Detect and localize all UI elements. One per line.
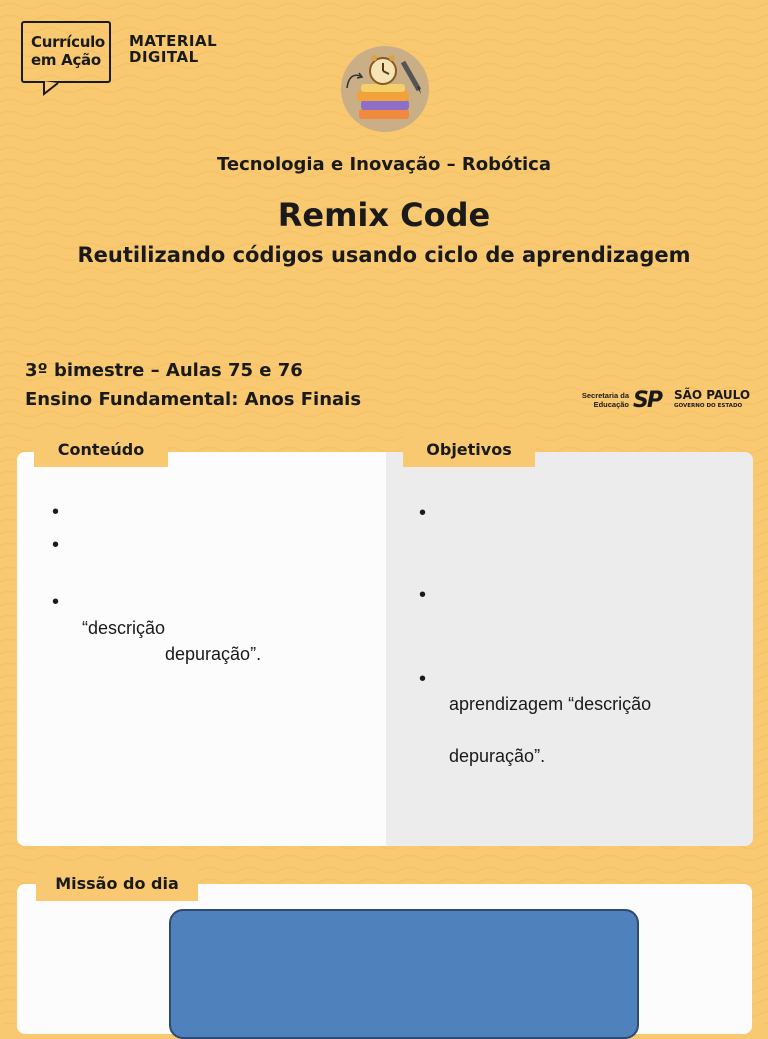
objetivos-text: aprendizagem “descrição — [449, 694, 652, 714]
missao-tab-label: Missão do dia — [36, 867, 198, 901]
objetivos-text: depuração”. — [449, 746, 546, 766]
logo-text-line1: Currículo — [31, 33, 105, 51]
objetivos-bullet: • — [419, 584, 427, 606]
objetivos-bullet: • — [419, 502, 427, 524]
subject-heading: Tecnologia e Inovação – Robótica — [217, 154, 551, 175]
material-digital-logo: MATERIAL DIGITAL — [129, 32, 218, 66]
logo-text-line2: em Ação — [31, 51, 101, 69]
conteudo-bullet: • — [52, 591, 60, 613]
page-title: Remix Code — [277, 196, 491, 234]
conteudo-text: “descrição — [82, 618, 166, 638]
school-level: Ensino Fundamental: Anos Finais — [25, 389, 362, 410]
speech-bubble-tail — [42, 81, 72, 97]
conteudo-bullet: • — [52, 534, 60, 556]
objetivos-panel — [386, 452, 753, 846]
objetivos-bullet: • — [419, 668, 427, 690]
term-info: 3º bimestre – Aulas 75 e 76 — [25, 360, 303, 381]
conteudo-tab-label: Conteúdo — [34, 433, 168, 467]
objetivos-tab-label: Objetivos — [403, 433, 535, 467]
conteudo-text: depuração”. — [165, 644, 262, 664]
page-subtitle: Reutilizando códigos usando ciclo de aprendizagem — [77, 243, 691, 267]
mission-box — [169, 909, 639, 1039]
curriculo-em-acao-logo — [21, 21, 111, 83]
books-clock-illustration-icon — [339, 44, 431, 134]
sao-paulo-government-logo: Secretaria da Educação SP SÃO PAULO GOVERNO DO ESTADO — [581, 388, 751, 413]
conteudo-bullet: • — [52, 501, 60, 523]
